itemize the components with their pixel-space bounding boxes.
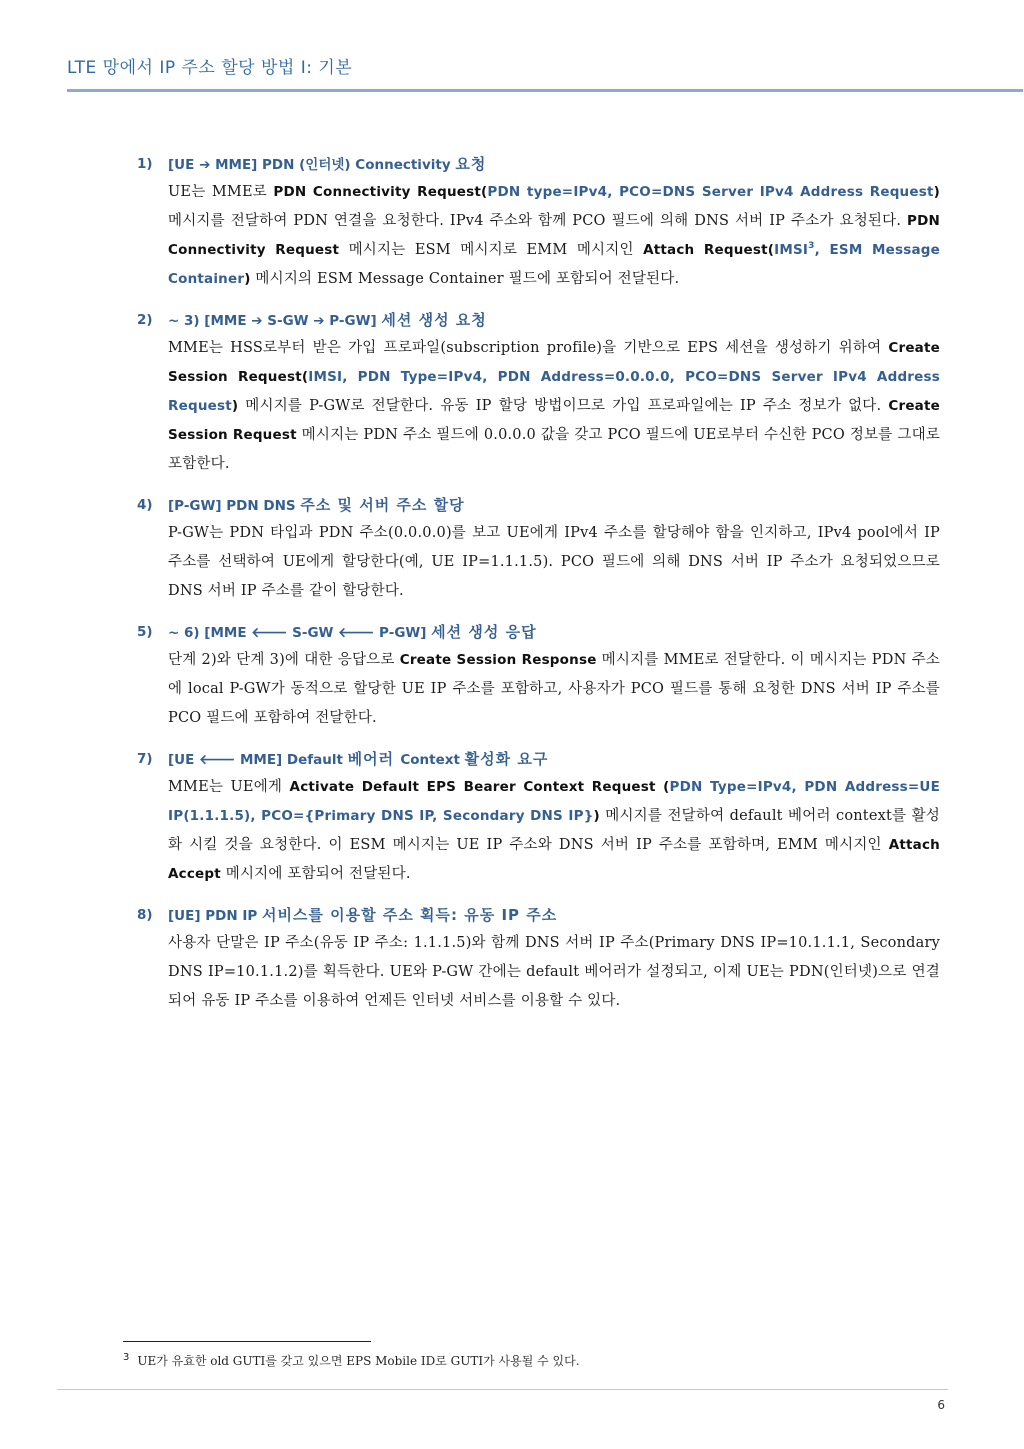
message-name: Create Session Response: [399, 652, 597, 668]
step-number: 4): [137, 497, 153, 513]
paragraph-text: P-GW는 PDN 타입과 PDN 주소(0.0.0.0)를 보고 UE에게 IPv4 주소를 할당해야 함을 인지하고, IPv4 pool에서 IP 주소를 선택하여 UE에게 할당한다(예, UE IP=1.1.1.5). PCO 필드에 의해 DNS 서버 IP 주소가 요청되었으므로 DNS 서버 IP 주소를 같이 할당한다.: [168, 525, 940, 599]
arrow-icon: 🡐: [199, 751, 236, 768]
arrow-icon: 🡐: [251, 624, 288, 641]
footer-divider: [57, 1389, 948, 1390]
paragraph-text: 메시지를 MME로 전달한다. 이 메시지는 PDN 주소에 local P-GW가 동적으로 할당한 UE IP 주소를 포함하고, 사용자가 PCO 필드를 통해 요청한 DNS 서버 IP 주소를 PCO 필드에 포함하여 전달한다.: [168, 652, 941, 726]
step-title-korean: 세션 생성 요청: [381, 310, 487, 329]
step-title-text: MME] PDN (인터넷) Connectivity: [210, 156, 456, 173]
step-section: [137, 306, 940, 479]
step-title-korean: 서버 주소 할당: [359, 495, 465, 514]
step-paragraph: [168, 178, 940, 294]
message-parameters: PDN type=IPv4, PCO=DNS Server IPv4 Address Request: [487, 184, 934, 200]
message-name: Activate Default EPS Bearer Context Request (: [289, 779, 670, 795]
step-paragraph: [168, 773, 940, 889]
step-number: 1): [137, 156, 153, 172]
step-heading: [137, 306, 940, 334]
step-heading: [137, 745, 940, 773]
step-title-text: ~ 6) [MME: [168, 624, 252, 641]
footnote: [123, 1348, 580, 1371]
step-title-text: Context: [400, 751, 465, 768]
message-name: PDN Connectivity Request(: [273, 184, 488, 200]
step-number: 2): [137, 312, 153, 328]
message-name: ): [231, 398, 239, 414]
step-title-text: S-GW: [287, 624, 339, 641]
step-title-korean: 주소 획득: 유동 IP 주소: [382, 905, 558, 924]
paragraph-text: UE는 MME로: [168, 184, 274, 200]
message-parameters: , ESM Message Container: [168, 242, 940, 287]
message-parameters: IMSI, PDN Type=IPv4, PDN Address=0.0.0.0, PCO=DNS Server IPv4 Address Request: [168, 369, 940, 414]
step-title-text: ~ 3) [MME: [168, 312, 252, 329]
paragraph-text: 메시지를 전달하여 PDN 연결을 요청한다. IPv4 주소와 함께 PCO 필드에 의해 DNS 서버 IP 주소가 요청된다.: [168, 213, 907, 229]
page-header: [67, 55, 1023, 92]
step-title-text: [UE: [168, 156, 200, 173]
step-heading: [137, 491, 940, 519]
step-paragraph: [168, 646, 940, 733]
step-title: [168, 150, 486, 179]
step-paragraph: [168, 334, 940, 479]
paragraph-text: MME는 UE에게: [168, 779, 290, 795]
step-title-text: IP: [242, 907, 262, 924]
step-section: [137, 901, 940, 1016]
footnote-text: UE가 유효한 old GUTI를 갖고 있으면 EPS Mobile ID로 GUTI가 사용될 수 있다.: [137, 1354, 580, 1368]
step-title-korean: 베어러: [347, 749, 401, 768]
paragraph-text: 사용자 단말은 IP 주소(유동 IP 주소: 1.1.1.5)와 함께 DNS 서버 IP 주소(Primary DNS IP=10.1.1.1, Secondary DNS IP=10.1.1.2)를 획득한다. UE와 P-GW 간에는 default 베어러가 설정되고, 이제 UE는 PDN(인터넷)으로 연결되어 유동 IP 주소를 이용하여 언제든 인터넷 서비스를 이용할 수 있다.: [168, 935, 940, 1009]
step-title-text: [UE: [168, 751, 200, 768]
step-title-text: S-GW: [262, 312, 314, 329]
step-title-korean: 서비스를 이용할: [261, 905, 383, 924]
arrow-icon: 🡐: [338, 624, 375, 641]
document-body: [137, 150, 940, 1028]
paragraph-text: 메시지에 포함되어 전달된다.: [220, 866, 411, 882]
step-section: [137, 150, 940, 294]
message-name: ): [593, 808, 600, 824]
step-title-text: [P-GW] PDN: [168, 497, 264, 514]
message-name: PDN Connectivity Request: [168, 213, 940, 258]
step-heading: [137, 618, 940, 646]
step-title-text: DNS: [263, 497, 301, 514]
step-title: [168, 745, 548, 774]
step-number: 5): [137, 624, 153, 640]
paragraph-text: 메시지의 ESM Message Container 필드에 포함되어 전달된다.: [250, 271, 680, 287]
step-title-korean: 세션 생성 응답: [431, 622, 537, 641]
step-title: [168, 901, 557, 930]
message-name: ): [244, 271, 251, 287]
paragraph-text: 메시지는 ESM 메시지로 EMM 메시지인: [339, 242, 644, 258]
step-title-korean: 주소 및: [300, 495, 360, 514]
step-title: [168, 306, 487, 335]
footnote-reference: 3: [808, 241, 815, 252]
paragraph-text: 메시지를 P-GW로 전달한다. 유동 IP 할당 방법이므로 가입 프로파일에는 IP 주소 정보가 없다.: [238, 398, 889, 414]
step-paragraph: [168, 519, 940, 606]
step-number: 7): [137, 751, 153, 767]
message-parameters: IMSI: [774, 242, 809, 258]
message-name: Attach Accept: [168, 837, 940, 882]
step-title: [168, 618, 537, 647]
arrow-icon: ➔: [251, 312, 263, 329]
paragraph-text: MME는 HSS로부터 받은 가입 프로파일(subscription profile)을 기반으로 EPS 세션을 생성하기 위하여: [168, 340, 889, 356]
step-title-text: P-GW]: [324, 312, 382, 329]
paragraph-text: 단계 2)와 단계 3)에 대한 응답으로: [168, 652, 400, 668]
paragraph-text: 메시지는 PDN 주소 필드에 0.0.0.0 값을 갖고 PCO 필드에 UE로부터 수신한 PCO 정보를 그대로 포함한다.: [168, 427, 940, 472]
step-title-text: [UE] PDN: [168, 907, 243, 924]
step-heading: [137, 901, 940, 929]
message-parameters: PDN Type=IPv4, PDN Address=UE IP(1.1.1.5), PCO={Primary DNS IP, Secondary DNS IP}: [168, 779, 940, 824]
paragraph-text: 메시지를 전달하여 default 베어러 context를 활성화 시킬 것을 요청한다. 이 ESM 메시지는 UE IP 주소와 DNS 서버 IP 주소를 포함하며, EMM 메시지인: [168, 808, 940, 853]
footnote-divider: [123, 1341, 371, 1342]
step-section: [137, 618, 940, 733]
step-title-text: P-GW]: [374, 624, 432, 641]
step-title-korean: 활성화 요구: [464, 749, 549, 768]
step-title-text: MME] Default: [235, 751, 348, 768]
message-name: Create Session Request(: [168, 340, 940, 385]
step-title: [168, 491, 465, 520]
step-section: [137, 745, 940, 889]
page-header-title: LTE 망에서 IP 주소 할당 방법 I: 기본: [67, 58, 353, 78]
page-number: 6: [937, 1398, 945, 1412]
arrow-icon: ➔: [199, 156, 211, 173]
step-title-korean: 요청: [455, 154, 487, 173]
step-number: 8): [137, 907, 153, 923]
message-name: Attach Request(: [643, 242, 775, 258]
step-paragraph: [168, 929, 940, 1016]
arrow-icon: ➔: [313, 312, 325, 329]
footnote-mark: 3: [123, 1352, 130, 1363]
message-name: Create Session Request: [168, 398, 940, 443]
message-name: ): [933, 184, 940, 200]
step-section: [137, 491, 940, 606]
step-heading: [137, 150, 940, 178]
